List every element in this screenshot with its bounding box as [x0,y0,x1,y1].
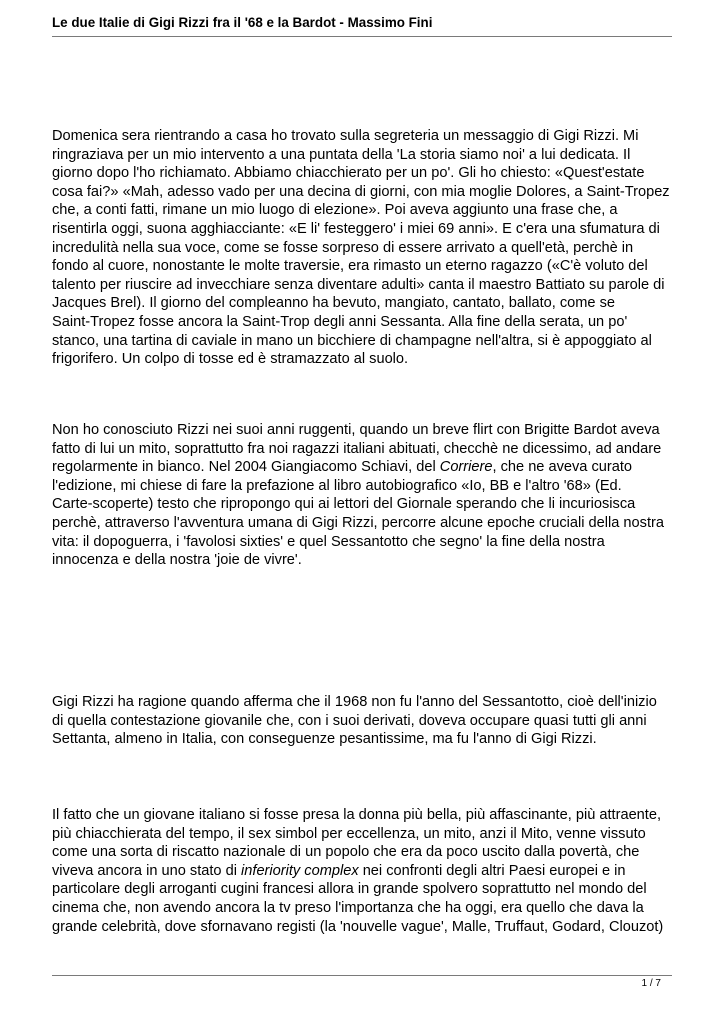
text-line: fondo al cuore, nonostante le molte traversie, era rimasto un eterno ragazzo («C'è voluto del [52,258,648,275]
text-line: Saint-Tropez fosse ancora la Saint-Trop degli anni Sessanta. Alla fine della serata, un po' [52,313,628,330]
text-line: Gigi Rizzi ha ragione quando afferma che il 1968 non fu l'anno del Sessantotto, cioè dell'inizio [52,694,657,710]
text-line: Settanta, almeno in Italia, con conseguenze pesantissime, ma fu l'anno di Gigi Rizzi. [52,731,597,748]
text-line: cosa fai?» «Mah, adesso vado per una decina di giorni, con mia moglie Dolores, a Saint-Tropez [52,183,670,200]
text-line-with-italic [52,862,680,881]
italic-text: Corriere [439,459,493,476]
text-line: cinema che, non avendo ancora la tv preso l'importanza che ha oggi, era quello che dava la [52,899,644,916]
paragraph-3 [52,693,680,749]
text-line: vita: il dopoguerra, i 'favolosi sixties' e quel Sessantotto che segno' la fine della nostra [52,533,605,550]
text-line: frigorifero. Un colpo di tosse ed è stramazzato al suolo. [52,351,409,368]
text-segment: regolarmente in bianco. Nel 2004 Giangiacomo Schiavi, del [52,459,440,476]
page-header [52,14,672,37]
text-line: particolare degli arroganti cugini francesi allora in grande spolvero soprattutto nel mondo del [52,881,647,898]
text-line: Domenica sera rientrando a casa ho trovato sulla segreteria un messaggio di Gigi Rizzi. Mi [52,128,639,144]
text-line: più chiacchierata del tempo, il sex simbol per eccellenza, un mito, anzi il Mito, venne vissuto [52,825,646,842]
text-line: che, a conti fatti, rimane un mio luogo di elezione». Poi aveva aggiunto una frase che, a [52,202,618,219]
text-line: Jacques Brel). Il giorno del compleanno ha bevuto, mangiato, cantato, ballato, come se [52,295,616,312]
text-line: giorno dopo l'ho richiamato. Abbiamo chiacchierato per un po'. Gli ho chiesto: «Quest'estate [52,165,645,182]
text-line: Il fatto che un giovane italiano si fosse presa la donna più bella, più affascinante, più attraente, [52,807,662,823]
text-line: fatto di lui un mito, soprattutto fra noi ragazzi italiani abituati, checchè ne dicessimo, ad andare [52,440,662,457]
page-number: 1 / 7 [641,978,661,989]
text-line: perchè, attraverso l'avventura umana di Gigi Rizzi, percorre alcune epoche cruciali della nostra [52,514,664,531]
text-line: di quella contestazione giovanile che, con i suoi derivati, doveva occupare quasi tutti gli anni [52,712,647,729]
text-line: innocenza e della nostra 'joie de vivre'. [52,552,302,569]
text-line: ringraziava per un mio intervento a una puntata della 'La storia siamo noi' a lui dedicata. Il [52,146,631,163]
text-segment: nei confronti degli altri Paesi europei e in [358,862,626,879]
paragraph-2 [52,421,680,570]
text-line-with-italic [52,458,680,477]
footer-divider [52,975,672,976]
text-line: talento per riuscire ad invecchiare senza diventare adulti» canta il maestro Battiato su parole di [52,276,665,293]
text-line: l'edizione, mi chiese di fare la prefazione al libro autobiografico «Io, BB e l'altro '68» (Ed. [52,477,622,494]
text-segment: , che ne aveva curato [492,459,633,476]
paragraph-4 [52,806,680,936]
paragraph-1 [52,127,680,369]
text-line: Non ho conosciuto Rizzi nei suoi anni ruggenti, quando un breve flirt con Brigitte Bardot aveva [52,422,660,438]
text-line: risentirla oggi, suona agghiacciante: «E li' festeggero' i miei 69 anni». E c'era una sfumatura di [52,220,660,237]
document-title: Le due Italie di Gigi Rizzi fra il '68 e la Bardot - Massimo Fini [52,15,433,30]
italic-text: inferiority complex [241,862,359,879]
text-line: come una sorta di riscatto nazionale di un popolo che era da poco uscito dalla povertà, che [52,844,640,861]
text-line: Carte-scoperte) testo che ripropongo qui ai lettori del Giornale sperando che li incuriosisca [52,496,636,513]
text-line: grande celebrità, dove sfornavano registi (la 'nouvelle vague', Malle, Truffaut, Godard, Clouzot) [52,918,664,935]
text-segment: viveva ancora in uno stato di [52,862,242,879]
text-line: stanco, una tartina di caviale in mano un bicchiere di champagne nell'altra, si è appoggiato al [52,332,652,349]
text-line: incredulità nella sua voce, come se fosse sorpreso di essere arrivato a quell'età, perchè in [52,239,634,256]
